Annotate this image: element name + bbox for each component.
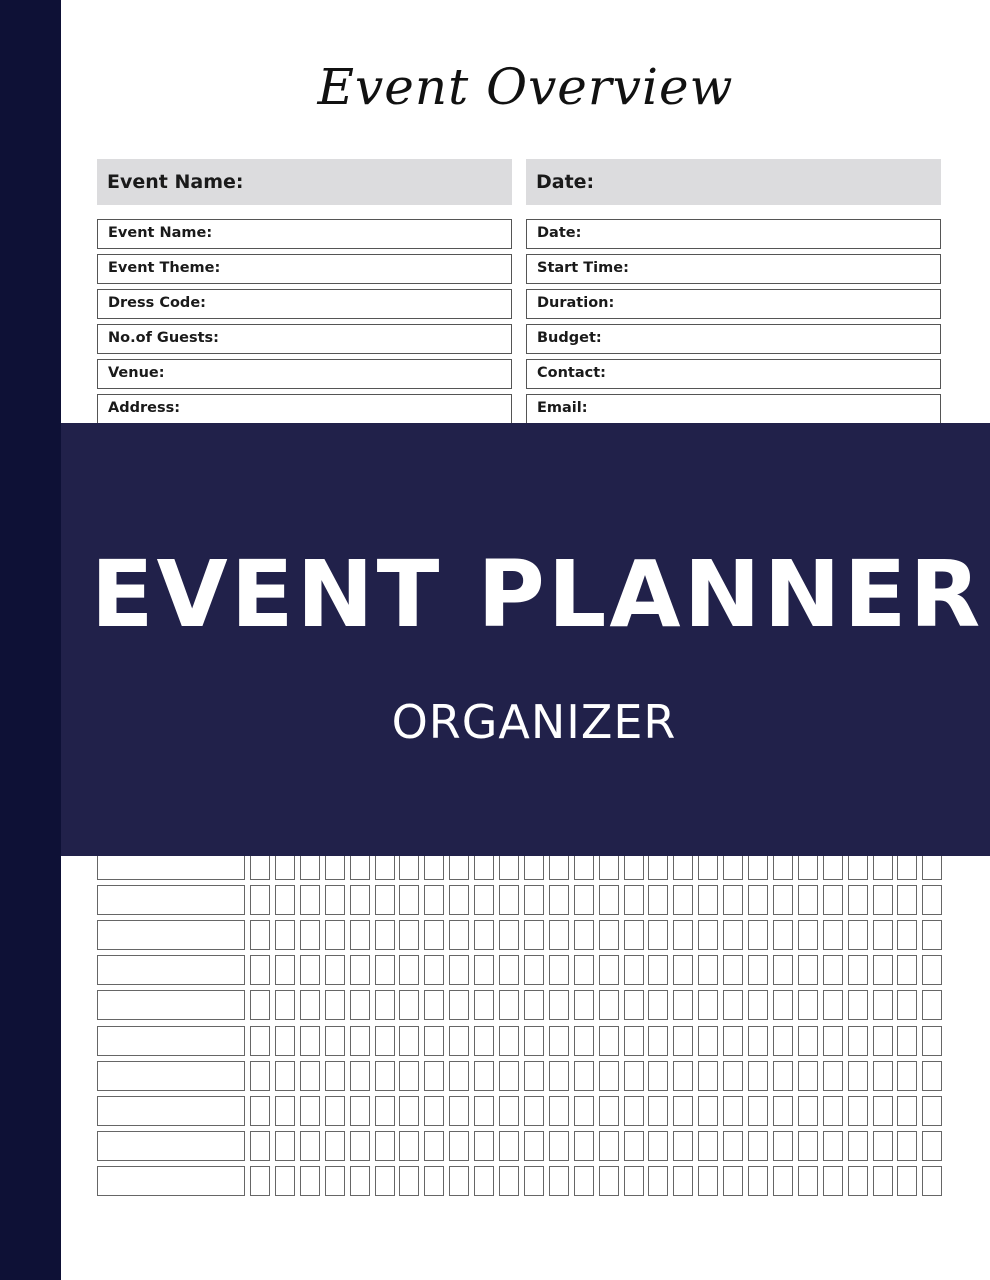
tracker-checkbox[interactable] — [723, 1026, 743, 1056]
tracker-checkbox[interactable] — [424, 1131, 444, 1161]
tracker-checkbox[interactable] — [624, 1166, 644, 1196]
tracker-checkbox[interactable] — [424, 1166, 444, 1196]
tracker-checkbox[interactable] — [922, 920, 942, 950]
tracker-checkbox[interactable] — [673, 1131, 693, 1161]
tracker-checkbox[interactable] — [599, 1061, 619, 1091]
tracker-checkbox[interactable] — [848, 955, 868, 985]
tracker-checkbox[interactable] — [922, 885, 942, 915]
tracker-checkbox[interactable] — [698, 885, 718, 915]
tracker-checkbox[interactable] — [748, 990, 768, 1020]
tracker-checkbox[interactable] — [698, 1096, 718, 1126]
tracker-checkbox[interactable] — [574, 1061, 594, 1091]
tracker-checkbox[interactable] — [873, 1026, 893, 1056]
tracker-checkbox[interactable] — [574, 1131, 594, 1161]
field-budget[interactable]: Budget: — [526, 324, 941, 354]
tracker-checkbox[interactable] — [499, 920, 519, 950]
tracker-checkbox[interactable] — [549, 1096, 569, 1126]
tracker-checkbox[interactable] — [449, 920, 469, 950]
tracker-checkbox[interactable] — [350, 1166, 370, 1196]
tracker-checkbox[interactable] — [449, 1131, 469, 1161]
tracker-checkbox[interactable] — [798, 1061, 818, 1091]
tracker-checkbox[interactable] — [499, 1131, 519, 1161]
field-start-time[interactable]: Start Time: — [526, 254, 941, 284]
tracker-checkbox[interactable] — [375, 1026, 395, 1056]
tracker-checkbox[interactable] — [325, 885, 345, 915]
tracker-checkbox[interactable] — [798, 885, 818, 915]
tracker-checkbox[interactable] — [325, 1061, 345, 1091]
tracker-checkbox[interactable] — [250, 920, 270, 950]
tracker-checkbox[interactable] — [823, 1096, 843, 1126]
tracker-checkbox[interactable] — [922, 1096, 942, 1126]
field-address[interactable]: Address: — [97, 394, 512, 424]
tracker-checkbox[interactable] — [599, 1096, 619, 1126]
field-event-name[interactable]: Event Name: — [97, 219, 512, 249]
tracker-checkbox[interactable] — [873, 1096, 893, 1126]
tracker-checkbox[interactable] — [524, 1131, 544, 1161]
tracker-checkbox[interactable] — [474, 1166, 494, 1196]
tracker-checkbox[interactable] — [350, 955, 370, 985]
tracker-checkbox[interactable] — [823, 990, 843, 1020]
tracker-checkbox[interactable] — [275, 1096, 295, 1126]
tracker-checkbox[interactable] — [723, 885, 743, 915]
tracker-checkbox[interactable] — [922, 955, 942, 985]
tracker-checkbox[interactable] — [449, 1096, 469, 1126]
tracker-checkbox[interactable] — [275, 920, 295, 950]
tracker-checkbox[interactable] — [375, 1061, 395, 1091]
tracker-checkbox[interactable] — [723, 1166, 743, 1196]
tracker-checkbox[interactable] — [574, 920, 594, 950]
tracker-checkbox[interactable] — [698, 1166, 718, 1196]
tracker-checkbox[interactable] — [723, 920, 743, 950]
tracker-checkbox[interactable] — [773, 955, 793, 985]
tracker-checkbox[interactable] — [300, 1026, 320, 1056]
tracker-checkbox[interactable] — [723, 955, 743, 985]
tracker-checkbox[interactable] — [624, 990, 644, 1020]
tracker-checkbox[interactable] — [250, 1061, 270, 1091]
tracker-checkbox[interactable] — [798, 955, 818, 985]
tracker-checkbox[interactable] — [399, 1096, 419, 1126]
tracker-checkbox[interactable] — [823, 1026, 843, 1056]
tracker-checkbox[interactable] — [848, 1166, 868, 1196]
tracker-checkbox[interactable] — [798, 1166, 818, 1196]
tracker-row-label[interactable] — [97, 1131, 245, 1161]
field-event-theme[interactable]: Event Theme: — [97, 254, 512, 284]
tracker-checkbox[interactable] — [300, 920, 320, 950]
tracker-checkbox[interactable] — [723, 990, 743, 1020]
tracker-checkbox[interactable] — [624, 1061, 644, 1091]
tracker-checkbox[interactable] — [648, 1061, 668, 1091]
tracker-checkbox[interactable] — [723, 1061, 743, 1091]
tracker-checkbox[interactable] — [848, 1061, 868, 1091]
tracker-checkbox[interactable] — [300, 990, 320, 1020]
tracker-row-label[interactable] — [97, 1166, 245, 1196]
tracker-checkbox[interactable] — [524, 955, 544, 985]
tracker-checkbox[interactable] — [325, 920, 345, 950]
banner-subtitle: ORGANIZER — [391, 695, 677, 749]
tracker-checkbox[interactable] — [399, 1131, 419, 1161]
tracker-checkbox[interactable] — [549, 885, 569, 915]
tracker-checkbox[interactable] — [250, 1096, 270, 1126]
tracker-checkbox[interactable] — [748, 1166, 768, 1196]
field-duration[interactable]: Duration: — [526, 289, 941, 319]
tracker-checkbox[interactable] — [848, 920, 868, 950]
tracker-checkbox[interactable] — [748, 920, 768, 950]
tracker-row-label[interactable] — [97, 920, 245, 950]
tracker-checkbox[interactable] — [723, 1131, 743, 1161]
tracker-checkbox[interactable] — [773, 1096, 793, 1126]
tracker-checkbox[interactable] — [574, 885, 594, 915]
page-title: Event Overview — [317, 58, 734, 116]
tracker-row-label[interactable] — [97, 990, 245, 1020]
tracker-checkbox[interactable] — [325, 1166, 345, 1196]
tracker-checkbox[interactable] — [599, 1166, 619, 1196]
tracker-checkbox[interactable] — [300, 885, 320, 915]
tracker-checkbox[interactable] — [250, 990, 270, 1020]
field-contact[interactable]: Contact: — [526, 359, 941, 389]
tracker-checkbox[interactable] — [375, 990, 395, 1020]
tracker-checkbox[interactable] — [823, 1061, 843, 1091]
tracker-checkbox[interactable] — [424, 1096, 444, 1126]
tracker-checkbox[interactable] — [897, 1026, 917, 1056]
tracker-checkbox[interactable] — [873, 885, 893, 915]
tracker-checkbox[interactable] — [798, 1096, 818, 1126]
tracker-checkbox[interactable] — [325, 955, 345, 985]
tracker-checkbox[interactable] — [499, 955, 519, 985]
field-email[interactable]: Email: — [526, 394, 941, 424]
tracker-checkbox[interactable] — [648, 1131, 668, 1161]
tracker-checkbox[interactable] — [399, 1061, 419, 1091]
tracker-checkbox[interactable] — [773, 1166, 793, 1196]
tracker-checkbox[interactable] — [275, 1166, 295, 1196]
tracker-checkbox[interactable] — [375, 885, 395, 915]
tracker-checkbox[interactable] — [399, 990, 419, 1020]
tracker-checkbox[interactable] — [375, 1096, 395, 1126]
tracker-checkbox[interactable] — [848, 1096, 868, 1126]
tracker-checkbox[interactable] — [698, 920, 718, 950]
tracker-checkbox[interactable] — [773, 1131, 793, 1161]
tracker-checkbox[interactable] — [424, 1026, 444, 1056]
tracker-checkbox[interactable] — [474, 885, 494, 915]
tracker-checkbox[interactable] — [399, 1166, 419, 1196]
tracker-checkbox[interactable] — [648, 1166, 668, 1196]
tracker-checkbox[interactable] — [499, 1096, 519, 1126]
field-number-of-guests[interactable]: No.of Guests: — [97, 324, 512, 354]
tracker-checkbox[interactable] — [698, 1026, 718, 1056]
tracker-checkbox[interactable] — [624, 920, 644, 950]
tracker-checkbox[interactable] — [599, 955, 619, 985]
tracker-checkbox[interactable] — [350, 920, 370, 950]
tracker-checkbox[interactable] — [673, 920, 693, 950]
tracker-checkbox[interactable] — [449, 1026, 469, 1056]
tracker-checkbox[interactable] — [648, 990, 668, 1020]
tracker-checkbox[interactable] — [300, 1131, 320, 1161]
tracker-checkbox[interactable] — [599, 885, 619, 915]
tracker-checkbox[interactable] — [574, 1166, 594, 1196]
tracker-checkbox[interactable] — [673, 1166, 693, 1196]
tracker-checkbox[interactable] — [399, 885, 419, 915]
tracker-checkbox[interactable] — [748, 1131, 768, 1161]
tracker-checkbox[interactable] — [474, 1061, 494, 1091]
tracker-checkbox[interactable] — [648, 955, 668, 985]
tracker-checkbox[interactable] — [873, 1166, 893, 1196]
tracker-checkbox[interactable] — [897, 920, 917, 950]
tracker-checkbox[interactable] — [698, 1131, 718, 1161]
tracker-checkbox[interactable] — [524, 1026, 544, 1056]
tracker-checkbox[interactable] — [524, 920, 544, 950]
tracker-checkbox[interactable] — [375, 1131, 395, 1161]
tracker-row-label[interactable] — [97, 1096, 245, 1126]
tracker-checkbox[interactable] — [574, 955, 594, 985]
tracker-checkbox[interactable] — [773, 1061, 793, 1091]
tracker-checkbox[interactable] — [848, 1131, 868, 1161]
field-venue[interactable]: Venue: — [97, 359, 512, 389]
tracker-checkbox[interactable] — [648, 1026, 668, 1056]
tracker-checkbox[interactable] — [748, 1061, 768, 1091]
tracker-checkbox[interactable] — [873, 955, 893, 985]
tracker-checkbox[interactable] — [599, 920, 619, 950]
tracker-checkbox[interactable] — [250, 1166, 270, 1196]
tracker-checkbox[interactable] — [524, 990, 544, 1020]
tracker-checkbox[interactable] — [499, 1026, 519, 1056]
tracker-checkbox[interactable] — [798, 1026, 818, 1056]
banner-title: EVENT PLANNER — [90, 541, 984, 648]
tracker-checkbox[interactable] — [773, 920, 793, 950]
tracker-checkbox[interactable] — [300, 1061, 320, 1091]
tracker-checkbox[interactable] — [449, 1166, 469, 1196]
tracker-checkbox[interactable] — [897, 1131, 917, 1161]
tracker-row-label[interactable] — [97, 885, 245, 915]
tracker-checkbox[interactable] — [823, 885, 843, 915]
tracker-checkbox[interactable] — [350, 1026, 370, 1056]
tracker-checkbox[interactable] — [624, 1026, 644, 1056]
tracker-checkbox[interactable] — [275, 1026, 295, 1056]
tracker-checkbox[interactable] — [449, 885, 469, 915]
tracker-checkbox[interactable] — [673, 955, 693, 985]
tracker-checkbox[interactable] — [375, 920, 395, 950]
tracker-checkbox[interactable] — [624, 1096, 644, 1126]
tracker-checkbox[interactable] — [424, 990, 444, 1020]
tracker-checkbox[interactable] — [798, 920, 818, 950]
tracker-checkbox[interactable] — [648, 920, 668, 950]
tracker-checkbox[interactable] — [773, 1026, 793, 1056]
tracker-checkbox[interactable] — [897, 1096, 917, 1126]
tracker-checkbox[interactable] — [748, 1096, 768, 1126]
tracker-checkbox[interactable] — [325, 1096, 345, 1126]
tracker-checkbox[interactable] — [773, 990, 793, 1020]
tracker-checkbox[interactable] — [524, 1166, 544, 1196]
tracker-checkbox[interactable] — [399, 955, 419, 985]
tracker-checkbox[interactable] — [375, 1166, 395, 1196]
tracker-checkbox[interactable] — [449, 990, 469, 1020]
tracker-checkbox[interactable] — [922, 1131, 942, 1161]
tracker-checkbox[interactable] — [424, 955, 444, 985]
tracker-checkbox[interactable] — [399, 1026, 419, 1056]
tracker-checkbox[interactable] — [848, 990, 868, 1020]
tracker-checkbox[interactable] — [773, 885, 793, 915]
tracker-checkbox[interactable] — [823, 955, 843, 985]
tracker-checkbox[interactable] — [275, 955, 295, 985]
tracker-checkbox[interactable] — [300, 1096, 320, 1126]
tracker-checkbox[interactable] — [275, 885, 295, 915]
tracker-checkbox[interactable] — [673, 1061, 693, 1091]
tracker-checkbox[interactable] — [350, 1131, 370, 1161]
tracker-checkbox[interactable] — [624, 885, 644, 915]
tracker-checkbox[interactable] — [748, 885, 768, 915]
tracker-checkbox[interactable] — [599, 1131, 619, 1161]
tracker-checkbox[interactable] — [748, 1026, 768, 1056]
tracker-checkbox[interactable] — [449, 1061, 469, 1091]
tracker-checkbox[interactable] — [549, 990, 569, 1020]
tracker-checkbox[interactable] — [922, 1061, 942, 1091]
tracker-checkbox[interactable] — [673, 1096, 693, 1126]
tracker-checkbox[interactable] — [574, 1096, 594, 1126]
tracker-checkbox[interactable] — [922, 990, 942, 1020]
tracker-checkbox[interactable] — [325, 1026, 345, 1056]
event-name-header: Event Name: — [97, 159, 512, 205]
tracker-checkbox[interactable] — [673, 990, 693, 1020]
tracker-row-label[interactable] — [97, 1026, 245, 1056]
tracker-checkbox[interactable] — [524, 885, 544, 915]
tracker-checkbox[interactable] — [897, 955, 917, 985]
tracker-checkbox[interactable] — [524, 1061, 544, 1091]
field-dress-code[interactable]: Dress Code: — [97, 289, 512, 319]
tracker-checkbox[interactable] — [673, 885, 693, 915]
tracker-checkbox[interactable] — [449, 955, 469, 985]
tracker-checkbox[interactable] — [873, 1131, 893, 1161]
tracker-checkbox[interactable] — [275, 990, 295, 1020]
tracker-checkbox[interactable] — [599, 1026, 619, 1056]
date-header: Date: — [526, 159, 941, 205]
tracker-checkbox[interactable] — [325, 1131, 345, 1161]
field-date[interactable]: Date: — [526, 219, 941, 249]
tracker-checkbox[interactable] — [823, 920, 843, 950]
tracker-checkbox[interactable] — [897, 1166, 917, 1196]
tracker-checkbox[interactable] — [250, 885, 270, 915]
tracker-checkbox[interactable] — [798, 1131, 818, 1161]
tracker-checkbox[interactable] — [873, 920, 893, 950]
tracker-checkbox[interactable] — [549, 1026, 569, 1056]
tracker-checkbox[interactable] — [275, 1131, 295, 1161]
tracker-checkbox[interactable] — [823, 1131, 843, 1161]
tracker-checkbox[interactable] — [873, 1061, 893, 1091]
tracker-checkbox[interactable] — [748, 955, 768, 985]
tracker-checkbox[interactable] — [673, 1026, 693, 1056]
tracker-checkbox[interactable] — [499, 1166, 519, 1196]
tracker-checkbox[interactable] — [648, 885, 668, 915]
tracker-checkbox[interactable] — [798, 990, 818, 1020]
tracker-checkbox[interactable] — [574, 1026, 594, 1056]
tracker-checkbox[interactable] — [474, 1026, 494, 1056]
tracker-checkbox[interactable] — [873, 990, 893, 1020]
tracker-checkbox[interactable] — [848, 1026, 868, 1056]
tracker-checkbox[interactable] — [524, 1096, 544, 1126]
tracker-checkbox[interactable] — [574, 990, 594, 1020]
tracker-checkbox[interactable] — [300, 1166, 320, 1196]
tracker-row-label[interactable] — [97, 955, 245, 985]
tracker-checkbox[interactable] — [624, 1131, 644, 1161]
tracker-checkbox[interactable] — [474, 955, 494, 985]
tracker-checkbox[interactable] — [499, 990, 519, 1020]
tracker-checkbox[interactable] — [474, 1096, 494, 1126]
tracker-checkbox[interactable] — [922, 1026, 942, 1056]
tracker-checkbox[interactable] — [275, 1061, 295, 1091]
tracker-checkbox[interactable] — [897, 885, 917, 915]
tracker-checkbox[interactable] — [848, 885, 868, 915]
tracker-row-label[interactable] — [97, 1061, 245, 1091]
tracker-checkbox[interactable] — [549, 1061, 569, 1091]
tracker-checkbox[interactable] — [599, 990, 619, 1020]
tracker-checkbox[interactable] — [474, 1131, 494, 1161]
tracker-checkbox[interactable] — [897, 990, 917, 1020]
tracker-checkbox[interactable] — [698, 1061, 718, 1091]
tracker-checkbox[interactable] — [897, 1061, 917, 1091]
tracker-checkbox[interactable] — [549, 1166, 569, 1196]
tracker-checkbox[interactable] — [300, 955, 320, 985]
tracker-checkbox[interactable] — [250, 1026, 270, 1056]
tracker-checkbox[interactable] — [250, 1131, 270, 1161]
tracker-checkbox[interactable] — [549, 1131, 569, 1161]
tracker-checkbox[interactable] — [698, 990, 718, 1020]
tracker-checkbox[interactable] — [474, 920, 494, 950]
tracker-checkbox[interactable] — [424, 885, 444, 915]
tracker-checkbox[interactable] — [823, 1166, 843, 1196]
tracker-checkbox[interactable] — [723, 1096, 743, 1126]
tracker-checkbox[interactable] — [350, 1096, 370, 1126]
tracker-checkbox[interactable] — [250, 955, 270, 985]
tracker-checkbox[interactable] — [325, 990, 345, 1020]
tracker-checkbox[interactable] — [549, 920, 569, 950]
tracker-checkbox[interactable] — [350, 1061, 370, 1091]
tracker-checkbox[interactable] — [350, 885, 370, 915]
tracker-checkbox[interactable] — [499, 885, 519, 915]
tracker-checkbox[interactable] — [474, 990, 494, 1020]
tracker-checkbox[interactable] — [698, 955, 718, 985]
tracker-checkbox[interactable] — [499, 1061, 519, 1091]
tracker-checkbox[interactable] — [424, 1061, 444, 1091]
tracker-checkbox[interactable] — [350, 990, 370, 1020]
tracker-checkbox[interactable] — [424, 920, 444, 950]
tracker-checkbox[interactable] — [399, 920, 419, 950]
tracker-checkbox[interactable] — [549, 955, 569, 985]
tracker-checkbox[interactable] — [648, 1096, 668, 1126]
tracker-checkbox[interactable] — [922, 1166, 942, 1196]
tracker-checkbox[interactable] — [375, 955, 395, 985]
tracker-checkbox[interactable] — [624, 955, 644, 985]
